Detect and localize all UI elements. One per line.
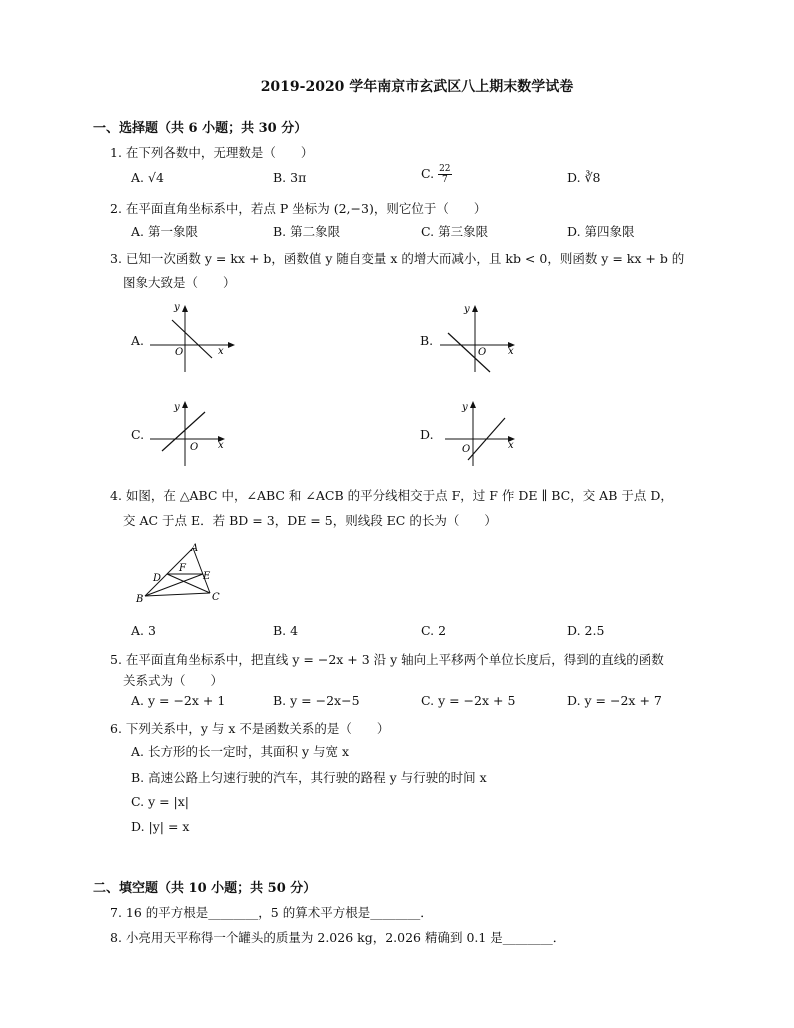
q3-graph-c [150,396,240,471]
label-c: C [212,592,220,603]
q1-option-d: D. ∛8 [567,170,601,185]
section-heading-fill: 二、填空题（共 10 小题；共 50 分） [93,881,317,896]
question-5-line-2: 关系式为（ ） [123,673,224,688]
origin-label: O [478,347,487,358]
question-8: 8. 小亮用天平称得一个罐头的质量为 2.026 kg，2.026 精确到 0.1 是________． [110,930,566,945]
q1-option-c-label: C. [421,166,435,181]
question-2: 2. 在平面直角坐标系中，若点 P 坐标为 (2,−3)，则它位于（ ） [110,201,487,216]
origin-label: O [190,442,199,453]
triangle-figure [133,538,233,608]
q1-option-a: A. √4 [131,170,164,185]
y-axis-arrow-icon [470,401,476,408]
q1-option-b: B. 3π [273,170,307,185]
q1-option-c [421,164,452,185]
fraction [438,164,451,185]
q2-option-a: A. 第一象限 [131,224,198,239]
q5-option-b: B. y = −2x−5 [273,693,360,708]
y-label: y [174,302,180,313]
q4-option-c: C. 2 [421,623,447,638]
q4-option-d: D. 2.5 [567,623,605,638]
y-axis-arrow-icon [472,305,478,312]
q4-option-b: B. 4 [273,623,299,638]
question-5-line-1: 5. 在平面直角坐标系中，把直线 y = −2x + 3 沿 y 轴向上平移两个单位长度后，得到的直线的函数 [110,652,664,667]
q2-option-b: B. 第二象限 [273,224,341,239]
question-6: 6. 下列关系中，y 与 x 不是函数关系的是（ ） [110,721,390,736]
side-bc [145,593,210,596]
q6-option-a: A. 长方形的长一定时，其面积 y 与宽 x [131,744,350,759]
origin-label: O [462,444,471,455]
q3-option-c: C. [131,427,145,442]
y-axis-arrow-icon [182,401,188,408]
y-label: y [464,304,470,315]
x-axis-arrow-icon [228,342,235,348]
y-axis-arrow-icon [182,305,188,312]
fraction-numerator: 22 [439,164,451,174]
x-label: x [508,440,514,451]
label-a: A [191,543,199,554]
fraction-denominator: 7 [441,175,448,185]
q3-graph-b [440,300,530,375]
q5-option-d: D. y = −2x + 7 [567,693,662,708]
question-7: 7. 16 的平方根是________，5 的算术平方根是________． [110,905,433,920]
q3-graph-a [150,300,240,375]
label-f: F [179,563,186,574]
q6-option-b: B. 高速公路上匀速行驶的汽车，其行驶的路程 y 与行驶的时间 x [131,770,487,785]
q6-option-d: D. |y| = x [131,819,190,834]
x-label: x [218,440,224,451]
x-label: x [508,346,514,357]
q3-graph-d [440,396,530,471]
function-line [162,412,205,451]
q2-option-c: C. 第三象限 [421,224,489,239]
q5-option-a: A. y = −2x + 1 [131,693,226,708]
q3-option-b: B. [420,333,434,348]
q5-option-c: C. y = −2x + 5 [421,693,516,708]
q6-option-c: C. y = |x| [131,794,190,809]
q3-option-a: A. [131,333,145,348]
question-3-line-2: 图象大致是（ ） [123,275,236,290]
q3-option-d: D. [420,427,434,442]
q4-option-a: A. 3 [131,623,156,638]
question-1: 1. 在下列各数中，无理数是（ ） [110,145,314,160]
label-e: E [203,571,211,582]
label-d: D [153,573,162,584]
x-label: x [218,346,224,357]
page-title: 2019-2020 学年南京市玄武区八上期末数学试卷 [260,79,574,95]
question-4-line-2: 交 AC 于点 E．若 BD = 3，DE = 5，则线段 EC 的长为（ ） [123,513,497,528]
section-heading-choice: 一、选择题（共 6 小题；共 30 分） [93,121,308,136]
y-label: y [174,402,180,413]
question-3-line-1: 3. 已知一次函数 y = kx + b，函数值 y 随自变量 x 的增大而减小，且 kb < 0，则函数 y = kx + b 的 [110,251,685,266]
origin-label: O [175,347,184,358]
question-4-line-1: 4. 如图，在 △ABC 中，∠ABC 和 ∠ACB 的平分线相交于点 F，过 F 作 DE ∥ BC，交 AB 于点 D， [110,488,673,503]
y-label: y [462,402,468,413]
q2-option-d: D. 第四象限 [567,224,635,239]
label-b: B [136,594,144,605]
